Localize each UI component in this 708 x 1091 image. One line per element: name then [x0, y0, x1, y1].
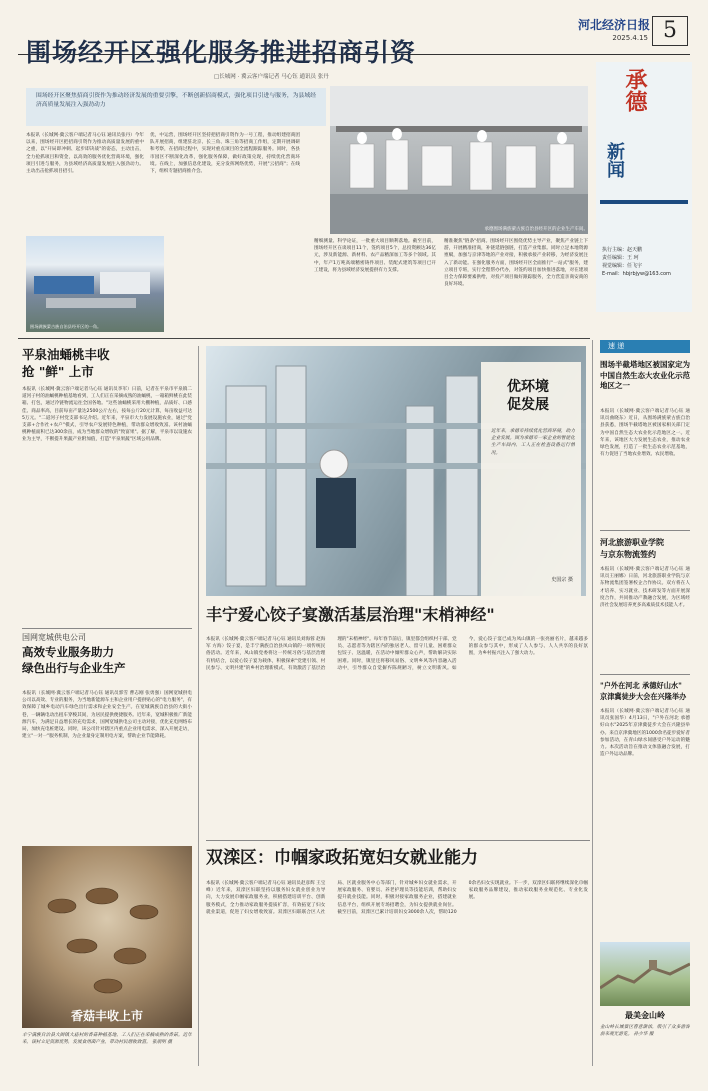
factory-illustration — [330, 86, 588, 234]
power-title-line3: 绿色出行与企业生产 — [22, 661, 126, 675]
section-title: 承德 — [622, 68, 648, 112]
mushroom-illustration — [22, 846, 192, 1028]
youhuan-caption: 近年来，承德市持续优化营商环境，助力企业发展。图为承德市一家企业的智能化生产车间内，工人正在检查设备运行情况。 — [491, 429, 575, 456]
power-title — [22, 632, 192, 676]
youhuan-title-box — [481, 362, 581, 596]
right3-title-l1: "户外在河北 承德好山水" — [600, 681, 682, 690]
right2-title-l1: 河北旅游职业学院 — [600, 537, 664, 547]
right-col-divider — [592, 340, 593, 1066]
page-number-box — [652, 16, 688, 46]
lead-col4: 精准聚焦"链条"招商。围场经开区围绕优势主导产业，聚焦产业链上下游，开展精准招商，补链延链强链，打造产业集群。同时立足本地资源禀赋，加强与京津等地的产业对接，积极承接产业转移，为经济发展注入了新动能。在强化服务方面，围场经开区全面推行"一站式"服务，建立项目专班，实行全程帮办代办，对签约项目加快推进落地，对在建项目全力保障要素供给，对投产项目做好跟踪服务，全力营造亲商安商的良好环境。 — [444, 239, 588, 288]
left-col-divider — [198, 346, 199, 1066]
youhuan-title-l2: 促发展 — [507, 397, 549, 413]
right1-title: 围场半截塔地区被国家定为中国自然生态大农业化示范地区之一 — [600, 360, 690, 390]
right1-body: 本报讯（长城网·冀云客户端记者马心钰 通讯员曲晓东）近日，从围场满族蒙古族自治县获悉，围场半截塔地区被国家相关部门定为中国自然生态大农业化示范地区之一。近年来，该地区大力发展生态农业，推动农业绿色发展，打造了一批生态农业示范基地，有力促进了当地农业增效、农民增收。 — [600, 409, 690, 458]
power-title-line2: 高效专业服务助力 — [22, 645, 114, 659]
youhuan-photo — [206, 346, 586, 596]
youhuan-credit: 史国宗 摄 — [551, 577, 573, 583]
xianggu-photo — [22, 846, 192, 1028]
shuangluan-title: 双滦区：巾帼家政拓宽妇女就业能力 — [206, 848, 478, 868]
lead-photo-park — [26, 236, 164, 332]
pingquan-title — [22, 346, 192, 380]
shuangluan-body: 本报讯（长城网·冀云客户端记者马心钰 通讯员赵彦辉 王宝峰）近年来，双滦区妇联坚持以服务妇女就业创业为导向，大力发展巾帼家政服务业，积极搭建培训平台、创新服务模式，全力推动家政服务提质扩容，有效拓宽了妇女就业渠道，促进了妇女增收致富。双滦区妇联联合区人社局、区就业服务中心等部门，针对城乡妇女就业需求，开展家政服务、育婴员、养老护理员等技能培训，帮助妇女提升就业技能。同时，积极对接家政服务企业，搭建就业信息平台，组织开展专场招聘会，为妇女提供就业岗位。截至目前，双滦区已累计培训妇女3000余人次，帮助1200余名妇女实现就业。下一步，双滦区妇联将继续深化巾帼家政服务品牌建设，推动家政服务业规范化、专业化发展。 — [206, 881, 588, 915]
lead-byline: □长城网 · 冀云客户端记者 马心钰 通讯员 张丹 — [214, 74, 329, 80]
right4-caption: 金山岭长城景区春意渐浓，吸引了众多游客前来观光游览。 孙少华 摄 — [600, 1025, 690, 1038]
right4-title: 最美金山岭 — [625, 1010, 665, 1020]
lead-summary-box — [26, 88, 326, 126]
right2-body: 本报讯（长城网·冀云客户端记者马心钰 通讯员王丽娜）日前，河北旅游职业学院与京东物流集团签署校企合作协议。双方将在人才培养、实习就业、技术研发等方面开展深度合作，共同推动产教融合发展，为区域经济社会发展培养更多高素质技术技能人才。 — [600, 567, 690, 609]
right-rule-1 — [600, 530, 690, 531]
section-sub: 新闻 — [604, 142, 625, 178]
speed-label: 速 递 — [608, 342, 625, 350]
center-rule — [206, 840, 590, 841]
masthead-paper: 河北经济日报 — [577, 18, 650, 32]
lead-photo-caption: 承德围场满族蒙古族自治县经开区的企业生产车间。 — [484, 227, 588, 232]
right-rule-2 — [600, 674, 690, 675]
section-ribbon — [600, 200, 688, 204]
xianggu-caption: 丰宁满族自治县大阁镇大庙村的香菇种植基地，工人们正在采摘成熟的香菇。近年来，该村立足资源优势，发展食用菌产业，带动村民增收致富。 张朋明 摄 — [22, 1033, 192, 1046]
email-line: E-mail：hbjrbjyw@163.com — [602, 271, 671, 277]
pingquan-title-line1: 平泉油蛹桃丰收 — [22, 347, 110, 362]
editor-credits — [602, 246, 688, 278]
power-title-line1: 国网宽城供电公司 — [22, 633, 86, 642]
lead-col3: 精细测量、科学论证，一批重大项目顺利落地。截至目前，围场经开区在谈项目11个，签约项目5个，总投资额达36亿元，涉及新能源、新材料、农产品精深加工等多个领域。其中，年产1万吨高端精密铸件项目、装配式建筑等项目已开工建设，将为县域经济发展提供有力支撑。 — [314, 239, 436, 273]
editor-line: 执行主编：赵天鹏 — [602, 247, 643, 253]
right3-title-l2: 京津冀徒步大会在兴隆举办 — [600, 692, 687, 701]
industrial-park-illustration — [26, 236, 164, 332]
duty-editor-line: 责任编辑：王 珂 — [602, 255, 639, 261]
right3-body: 本报讯（长城网·冀云客户端记者马心钰 通讯员张国华）4月13日，"户外在河北 承德好山水"2025年京津冀徒步大会在兴隆县举办。来自京津冀地区的1000余名徒步爱好者参加活动，在青山绿水间感受户外运动的魅力。本次活动旨在推动文体旅融合发展，打造户外运动品牌。 — [600, 709, 690, 758]
visual-editor-line: 视觉编辑：任飞宇 — [602, 263, 643, 269]
masthead-date: 2025.4.15 — [612, 34, 648, 42]
dumpling-title: 丰宁爱心饺子宴激活基层治理"末梢神经" — [206, 605, 495, 624]
park-photo-caption: 围场满族蒙古族自治县经开区的一角。 — [30, 324, 102, 329]
page-number: 5 — [663, 18, 677, 43]
right3-title — [600, 680, 690, 702]
dumpling-body: 本报讯（长城网·冀云客户端记者马心钰 通讯员刘海蓉 赵海军 方海）饺子宴，是丰宁满族自治县凤山镇的一项传统民俗活动。近年来，凤山镇党委将这一传统习俗与基层治理有机结合，以爱心饺子宴为载体，积极探索"党建引领、村民参与、文明共建"的乡村治理新模式，有效激活了基层治理的"末梢神经"。每年春节前后，镇里都会组织村干部、党员、志愿者等为辖区内的独居老人、留守儿童、困难群众包饺子、送温暖，在活动中倾听群众心声，帮助解决实际困难。同时，镇里还将移风易俗、文明乡风等内容融入活动中，引导群众自觉摒弃陈规陋习，树立文明新风。如今，爱心饺子宴已成为凤山镇的一张亮丽名片，越来越多的群众参与其中，形成了人人参与、人人共享的良好氛围，为乡村振兴注入了强大动力。 — [206, 637, 588, 671]
lead-col1: 本报讯（长城网·冀云客户端记者马心钰 通讯员张丹）今年以来，围场经开区把招商引资作为推动高质量发展的重中之重，以"开局即冲刺、起步即决战"的姿态，主动出击，全力抢抓项目和资金，以高效的服务优化营商环境，强化项目引进与服务，为县域经济高质量发展注入强劲动力。主动出击抢抓项目招引。 — [26, 133, 144, 175]
great-wall-illustration — [600, 942, 690, 1006]
lead-summary: 围场经开区聚焦招商引资作为推动经济发展的重要引擎，不断创新招商模式，强化项目引进与服务，为县域经济高质量发展注入强劲动力 — [36, 93, 316, 108]
lead-col2: 优，中运营，围场经开区坚持把招商引资作为一号工程，推动组建招商团队开展招商，组建驻北京、长三角、珠三角等招商工作组，定期开展调研和考察，在招商过程中，实现对重点项目的全流程跟踪服务。同时，各县市园区不断深化改革，强化服务保障，做好政策兑现，持续优化营商环境。在线上，加强信息化建设，充分发挥网络优势，开展"云招商"；在线下，组织专题招商推介会。 — [150, 133, 300, 175]
lead-photo-factory — [330, 86, 588, 234]
power-body: 本报讯（长城网·冀云客户端记者马心钰 通讯员郭雪 曹志刚 张勇强）国网宽城供电公司以高效、专业的服务，为当地新能源车主和企业用户提供贴心的"电力服务"，有效保障了城乡电动汽车绿色出行需求和企业安全生产。在宽城满族自治县的大街小巷，一辆辆电动出租车穿梭其间，为居民提供便捷服务。近年来，宽城积极推广新能源汽车，为满足日益增长的充电需求，国网宽城供电公司主动对接，优化充电网络布局，加快充电桩建设。同时，该公司针对辖区内重点企业用电需求，深入开展走访，建立"一对一"服务机制，为企业量身定制用电方案，帮助企业节能降耗。 — [22, 691, 192, 740]
jinshanling-photo — [600, 942, 690, 1006]
lead-bottom-rule — [18, 338, 590, 339]
pingquan-title-line2: 抢 "鲜" 上市 — [22, 364, 94, 379]
speed-banner — [600, 340, 690, 353]
pingquan-body: 本报讯（长城网·冀云客户端记者马心钰 通讯员李军）日前，记者在平泉市平泉镇二道河子村的油蛹桃种植基地看到，工人们正在采摘成熟的油蛹桃，一箱箱鲜桃在此装箱、打包，通过冷链物流运往全国各地。"这些油蛹桃采用大棚种植，品质好、口感佳、商品率高，目前每亩产量达2500公斤左右，按每公斤20元计算，每亩收益可达5万元。"二道河子村党支部书记介绍。近年来，平泉市大力发展设施农业，通过"党支部+合作社+农户"模式，引导农户发展特色种植，带动群众增收致富。该村油蛹桃种植面积已达300余亩，成为当地群众增收的"致富果"。据了解，平泉市以设施农业为主导，不断提升果蔬产业附加值，打造"平泉果蔬"区域公用品牌。 — [22, 387, 192, 443]
right2-title — [600, 536, 690, 560]
left-rule-1 — [22, 628, 192, 629]
lead-title: 围场经开区强化服务推进招商引资 — [26, 38, 417, 67]
right2-title-l2: 与京东物流签约 — [600, 549, 656, 559]
youhuan-title-l1: 优环境 — [507, 379, 549, 395]
xianggu-title: 香菇丰收上市 — [70, 1009, 143, 1023]
